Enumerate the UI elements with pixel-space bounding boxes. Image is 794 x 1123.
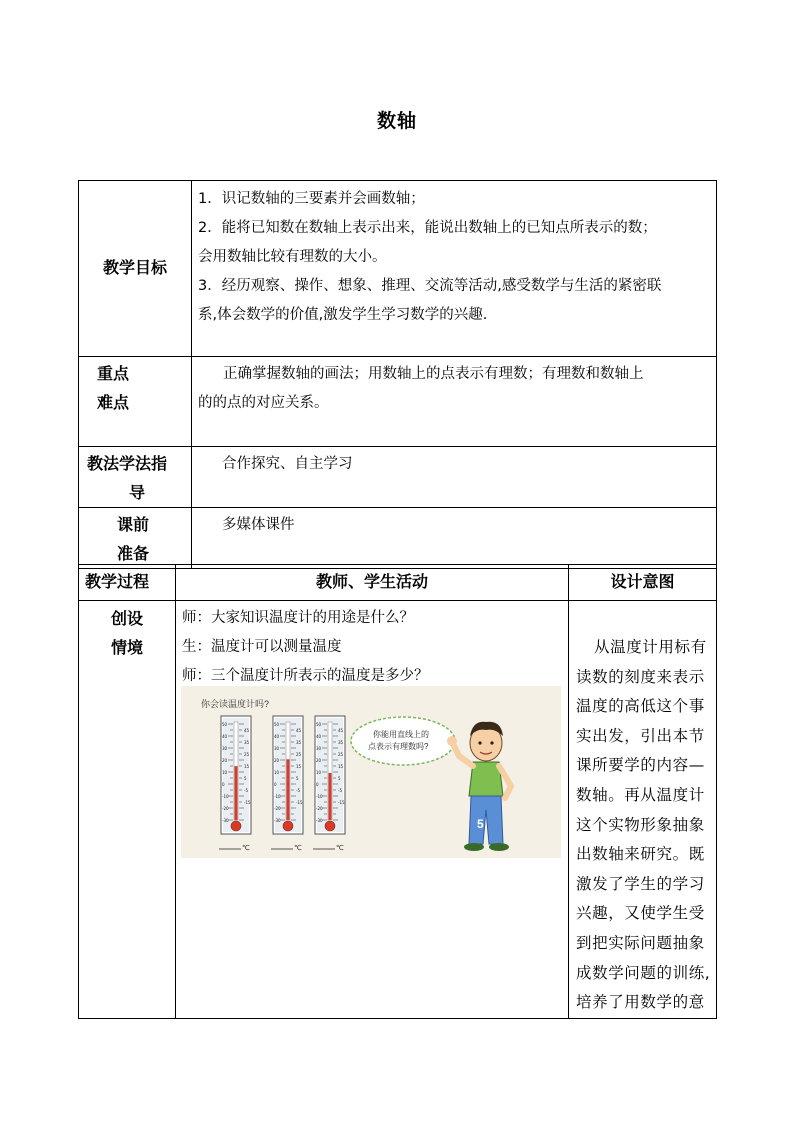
thermometer-scale-label: -30 — [274, 818, 281, 823]
process-header-stage: 教学过程 — [85, 572, 150, 591]
thermometer-scale-label: -30 — [316, 818, 323, 823]
prep-text: 多媒体课件 — [222, 517, 295, 533]
process-header-row — [79, 565, 717, 601]
thermometer-scale-label: 0 — [316, 782, 319, 787]
design-line: 数轴。再从温度计 — [576, 785, 705, 804]
dialog-line: 师：三个温度计所表示的温度是多少？ — [182, 668, 429, 684]
thermometer-scale-label: -5 — [338, 788, 342, 793]
bubble-text-2: 点表示有理数吗? — [368, 742, 429, 751]
keypoints-text: 的的点的对应关系。 — [198, 395, 329, 411]
design-line: 兴趣，又使学生受 — [576, 904, 705, 923]
design-line: 到把实际问题抽象 — [576, 933, 705, 952]
thermometer-scale-label: 40 — [316, 734, 322, 739]
thermometer-icon — [219, 716, 251, 852]
thermometer-scale-label: 10 — [316, 770, 322, 775]
thermometer-scale-label: 50 — [316, 722, 322, 727]
thermometer-scale-label: -5 — [244, 788, 248, 793]
thermometer-scale-label: -10 — [316, 794, 323, 799]
thermometer-scale-label: -10 — [274, 794, 281, 799]
stage-label-cont: 情境 — [110, 638, 143, 657]
design-line: 从温度计用标有 — [594, 638, 707, 656]
thermometer-scale-label: -5 — [296, 788, 300, 793]
thermometer-scale-label: 35 — [296, 740, 302, 745]
design-intent — [569, 601, 716, 1018]
thermometer-scale-label: -30 — [222, 818, 229, 823]
difficulties-label: 难点 — [97, 393, 130, 412]
thermometer-scale-label: 40 — [274, 734, 280, 739]
thermometer-scale-label: 20 — [274, 758, 280, 763]
thermometer-scale-label: 45 — [296, 728, 302, 733]
methods-label: 教法学法指 — [87, 454, 168, 473]
thermometer-scale-label: 0 — [222, 782, 225, 787]
thermometer-scale-label: 25 — [296, 752, 302, 757]
thermometer-scale-label: -15 — [296, 800, 303, 805]
methods-row — [79, 447, 717, 508]
thermometer-scale-label: 5 — [338, 776, 341, 781]
design-line: 成数学问题的训练, — [576, 963, 711, 982]
thermometers — [219, 716, 345, 852]
thermometer-scale-label: 25 — [244, 752, 250, 757]
illustration-heading: 你会读温度计吗? — [201, 699, 270, 709]
design-line: 激发了学生的学习 — [576, 874, 705, 893]
thermometer-scale-label: 10 — [274, 770, 280, 775]
dialog-line: 师：大家知识温度计的用途是什么？ — [182, 610, 414, 626]
thermometer-scale-label: 30 — [274, 746, 280, 751]
process-header-design: 设计意图 — [610, 572, 675, 591]
thermometer-scale-label: 0 — [274, 782, 277, 787]
thermometer-scale-label: 30 — [316, 746, 322, 751]
design-line: 课所要学的内容— — [576, 756, 705, 775]
lesson-info-table — [78, 180, 717, 569]
thermometer-scale-label: 20 — [222, 758, 228, 763]
thermometer-scale-label: 15 — [296, 764, 302, 769]
objective-line: 系,体会数学的价值,激发学生学习数学的兴趣. — [198, 307, 488, 323]
thermometer-scale-label: 10 — [222, 770, 228, 775]
prep-label: 课前 — [117, 515, 150, 534]
keypoints-text: 正确掌握数轴的画法；用数轴上的点表示有理数；有理数和数轴上 — [223, 366, 644, 382]
stage-label: 创设 — [110, 609, 143, 628]
design-line: 这个实物形象抽象 — [576, 815, 705, 834]
thermometer-scale-label: 50 — [274, 722, 280, 727]
objective-line: 1．识记数轴的三要素并会画数轴； — [198, 191, 425, 207]
objective-line: 3．经历观察、操作、想象、推理、交流等活动,感受数学与生活的紧密联 — [198, 278, 662, 294]
prep-label-cont: 准备 — [117, 544, 150, 563]
thermometer-scale-label: 35 — [338, 740, 344, 745]
thermometer-scale-label: 35 — [244, 740, 250, 745]
thermometer-scale-label: -20 — [316, 806, 323, 811]
thermometer-icon — [271, 716, 303, 852]
methods-label-cont: 导 — [129, 483, 146, 502]
keypoints-label: 重点 — [97, 364, 130, 383]
page-title: 数轴 — [376, 110, 417, 132]
thermometer-scale-label: 50 — [222, 722, 228, 727]
design-line: 实出发，引出本节 — [576, 726, 705, 745]
objectives-label: 教学目标 — [102, 258, 167, 277]
thermometer-scale-label: -15 — [338, 800, 345, 805]
prep-row — [79, 508, 717, 569]
design-line: 读数的刻度来表示 — [576, 667, 705, 686]
design-line: 温度的高低这个事 — [576, 697, 705, 716]
thermometer-scale-label: 45 — [244, 728, 250, 733]
unit-label: ℃ — [294, 844, 302, 852]
thermometer-scale-label: 20 — [316, 758, 322, 763]
thermometer-scale-label: 25 — [338, 752, 344, 757]
design-line: 出数轴来研究。既 — [576, 845, 705, 864]
dialog-line: 生：温度计可以测量温度 — [182, 639, 342, 655]
thermometer-scale-label: 40 — [222, 734, 228, 739]
thermometer-scale-label: 5 — [244, 776, 247, 781]
thermometer-scale-label: 15 — [338, 764, 344, 769]
thermometer-scale-label: 5 — [296, 776, 299, 781]
thermometer-scale-label: -10 — [222, 794, 229, 799]
objective-line: 会用数轴比较有理数的大小。 — [198, 249, 387, 265]
keypoints-row — [79, 357, 717, 447]
unit-label: ℃ — [242, 844, 250, 852]
process-header-activities: 教师、学生活动 — [315, 572, 428, 591]
svg-text:5: 5 — [477, 817, 484, 831]
objective-line: 2．能将已知数在数轴上表示出来，能说出数轴上的已知点所表示的数； — [198, 220, 657, 236]
speech-bubble — [351, 717, 455, 765]
methods-text: 合作探究、自主学习 — [222, 456, 353, 472]
thermometer-icon — [313, 716, 345, 852]
thermometer-scale-label: -20 — [274, 806, 281, 811]
thermometer-scale-label: 30 — [222, 746, 228, 751]
thermometer-scale-label: 15 — [244, 764, 250, 769]
unit-label: ℃ — [336, 844, 344, 852]
thermometer-scale-label: 45 — [338, 728, 344, 733]
thermometer-illustration — [181, 686, 561, 858]
thermometer-scale-label: -20 — [222, 806, 229, 811]
objectives-row — [79, 181, 717, 357]
thermometer-scale-label: -15 — [244, 800, 251, 805]
bubble-text-1: 你能用直线上的 — [373, 730, 429, 739]
design-line: 培养了用数学的意 — [576, 993, 705, 1012]
